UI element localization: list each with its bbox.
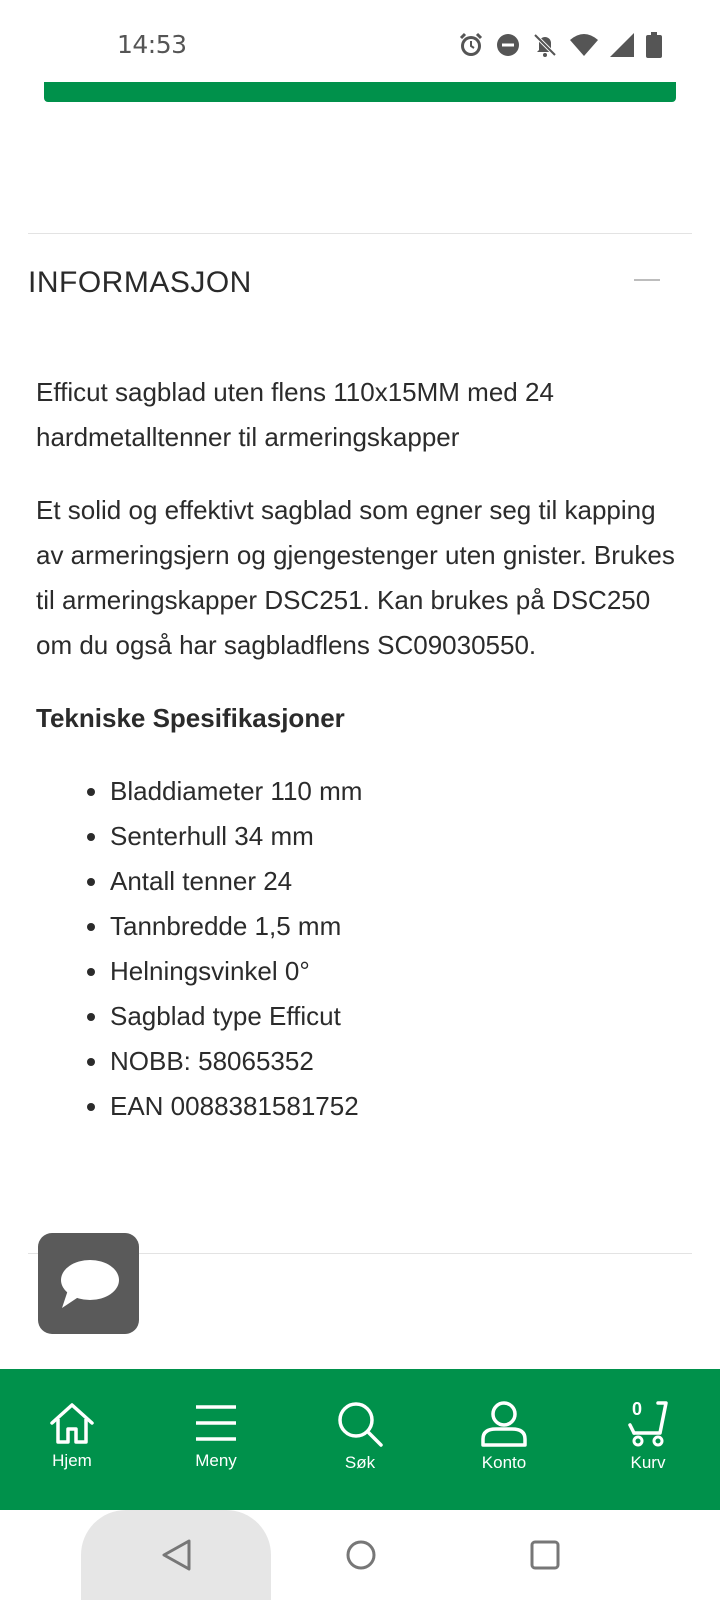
description-paragraph: Et solid og effektivt sagblad som egner seg til kapping av armeringsjern og gjengestenger uten gnister. Brukes til armeringskapper DSC251. Kan brukes på DSC250 om du også har sagbladflens SC09030550. (36, 495, 675, 660)
nav-label: Søk (344, 1453, 376, 1472)
home-icon (48, 1401, 96, 1445)
bottom-nav (0, 1369, 720, 1510)
section-header[interactable]: INFORMASJON (28, 266, 252, 299)
spec-item: • Senterhull 34 mm (110, 814, 676, 859)
status-icons (458, 32, 662, 58)
menu-icon (194, 1401, 238, 1445)
nav-search[interactable] (288, 1369, 432, 1510)
description (36, 370, 676, 1129)
system-nav (0, 1510, 720, 1600)
minus-icon[interactable] (634, 270, 660, 290)
battery-icon (646, 32, 662, 58)
divider-top (28, 233, 692, 234)
nav-menu[interactable] (144, 1369, 288, 1510)
add-to-cart-bar[interactable] (44, 82, 676, 102)
recents-icon[interactable] (528, 1538, 562, 1572)
spec-item: • Helningsvinkel 0° (110, 949, 676, 994)
status-time: 14:53 (117, 30, 187, 59)
chat-bubble-icon (58, 1258, 120, 1310)
spec-item: • Bladdiameter 110 mm (110, 769, 676, 814)
user-icon (480, 1401, 528, 1447)
spec-item: • Sagblad type Efficut (110, 994, 676, 1039)
description-paragraph: Efficut sagblad uten flens 110x15MM med 24 hardmetalltenner til armeringskapper (36, 377, 554, 452)
search-icon (336, 1401, 384, 1447)
wifi-icon (570, 33, 598, 57)
cart-count: 0 (632, 1399, 643, 1419)
nav-label: Konto (481, 1453, 527, 1472)
dnd-icon (496, 33, 520, 57)
nav-home[interactable] (0, 1369, 144, 1510)
spec-list (36, 769, 676, 1129)
home-circle-icon[interactable] (344, 1538, 378, 1572)
nav-label: Kurv (630, 1453, 666, 1472)
back-icon[interactable] (160, 1538, 194, 1572)
spec-item: • Antall tenner 24 (110, 859, 676, 904)
status-bar (0, 0, 720, 82)
nav-account[interactable] (432, 1369, 576, 1510)
nav-cart[interactable] (576, 1369, 720, 1510)
spec-item: • EAN 0088381581752 (110, 1084, 676, 1129)
spec-item: • NOBB: 58065352 (110, 1039, 676, 1084)
nav-label: Meny (195, 1451, 237, 1470)
spec-item: • Tannbredde 1,5 mm (110, 904, 676, 949)
alarm-icon (458, 32, 484, 58)
signal-icon (610, 33, 634, 57)
bell-off-icon (532, 32, 558, 58)
spec-title: Tekniske Spesifikasjoner (36, 703, 345, 733)
chat-button[interactable] (38, 1233, 139, 1334)
nav-label: Hjem (52, 1451, 92, 1470)
